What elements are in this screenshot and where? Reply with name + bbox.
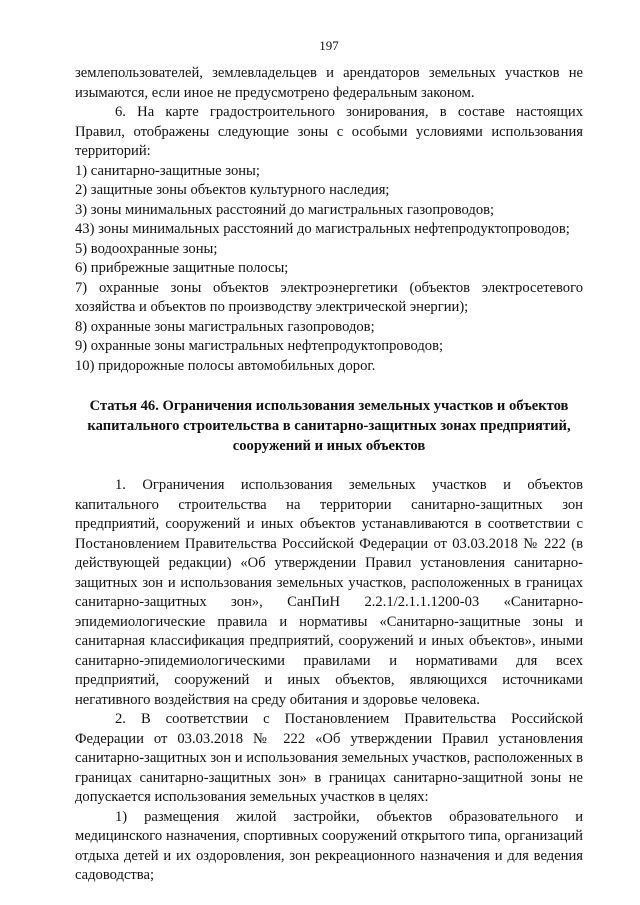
page-number: 197	[319, 38, 339, 53]
article-paragraph-2: 2. В соответствии с Постановлением Правительства Российской Федерации от 03.03.2018 № 222 «Об утверждении Правил установления санитарно-защитных зон и использования земельных участков, расположенных в границах санитарно-защитных зон» в границах санитарно-защитной зоны не допускается использования земельных участков в целях:	[75, 711, 583, 805]
heading-line: сооружений и иных объектов	[232, 438, 426, 454]
article-paragraph-1: 1. Ограничения использования земельных участков и объектов капитального строительства на территории санитарно-защитных зон предприятий, сооружений и иных объектов устанавливаются в соответствии с Постановлением Правительства Российской Федерации от 03.03.2018 № 222 (в действующей редакции) «Об утверждении Правил установления санитарно-защитных зон и использования земельных участков, расположенных в границах санитарно-защитных зон», СанПиН 2.2.1/2.1.1.1200-03 «Санитарно-эпидемиологические правила и нормативы «Санитарно-защитные зоны и санитарная классификация предприятий, сооружений и иных объектов», иными санитарно-эпидемиологическими правилами и нормативами для всех предприятий, сооружений и иных объектов, являющихся источниками негативного воздействия на среду обитания и здоровье человека.	[75, 477, 583, 708]
zone-item: 2) защитные зоны объектов культурного наследия;	[75, 182, 390, 198]
zone-item: 7) охранные зоны объектов электроэнергетики (объектов электросетевого хозяйства и объектов по производству электрической энергии);	[75, 279, 583, 315]
zone-item: 8) охранные зоны магистральных газопроводов;	[75, 318, 375, 335]
zone-item: 1) санитарно-защитные зоны;	[75, 162, 260, 179]
heading-line: Статья 46. Ограничения использования земельных участков и объектов	[89, 398, 569, 414]
article-paragraph-2-item-1: 1) размещения жилой застройки, объектов образовательного и медицинского назначения, спортивных сооружений открытого типа, организаций отдыха детей и их оздоровления, зон рекреационного назначения и для ведения садоводства;	[75, 808, 583, 883]
paragraph-6: 6. На карте градостроительного зонирования, в составе настоящих Правил, отображены следующие зоны с особыми условиями использования территорий:	[75, 104, 583, 159]
zone-item: 5) водоохранные зоны;	[75, 240, 218, 257]
intro-paragraph: землепользователей, землевладельцев и арендаторов земельных участков не изымаются, если иное не предусмотрено федеральным законом.	[75, 65, 583, 101]
zone-item: 9) охранные зоны магистральных нефтепродуктопроводов;	[75, 338, 444, 354]
zones-list	[75, 162, 583, 377]
article-46-heading	[75, 396, 583, 456]
heading-line: капитального строительства в санитарно-защитных зонах предприятий,	[87, 418, 571, 434]
zone-item: 43) зоны минимальных расстояний до магистральных нефтепродуктопроводов;	[75, 221, 570, 237]
zone-item: 3) зоны минимальных расстояний до магистральных газопроводов;	[75, 201, 495, 218]
zone-item: 6) прибрежные защитные полосы;	[75, 260, 289, 276]
zone-item: 10) придорожные полосы автомобильных дорог.	[75, 357, 376, 374]
document-page	[75, 38, 583, 886]
